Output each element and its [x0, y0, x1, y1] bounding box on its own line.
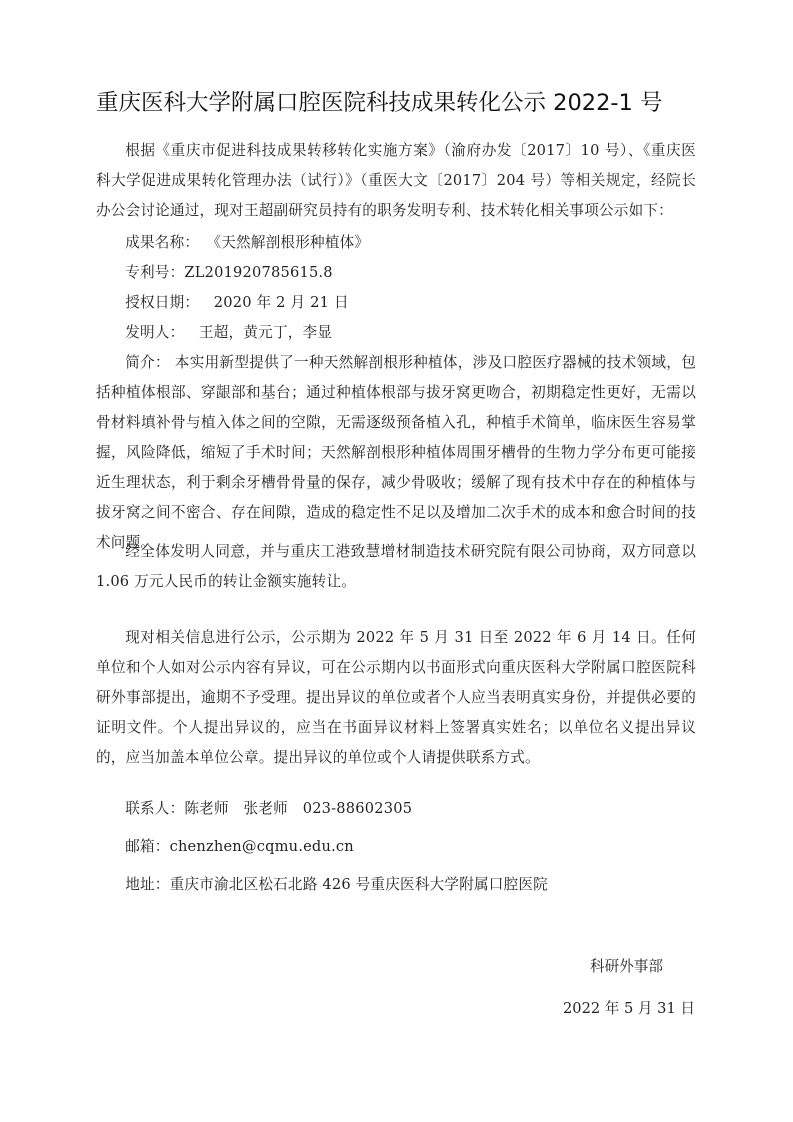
contact-email-block: [96, 832, 696, 862]
notice-block: [96, 623, 696, 773]
inventor-value: 王超，黄元丁，李显: [198, 324, 333, 341]
patent-number-value: ZL201920785615.8: [184, 264, 333, 281]
signature-date: 2022 年 5 月 31 日: [563, 1000, 695, 1017]
contact-email: 邮箱：chenzhen@cqmu.edu.cn: [125, 838, 354, 855]
contact-address: 地址：重庆市渝北区松石北路 426 号重庆医科大学附属口腔医院: [125, 876, 548, 893]
achievement-name-value: 《天然解剖根形种植体》: [213, 234, 370, 251]
agreement-paragraph: 经全体发明人同意，并与重庆工港致慧增材制造技术研究院有限公司协商，双方同意以1.06 万元人民币的转让金额实施转让。: [96, 543, 696, 590]
info-block: [96, 228, 696, 558]
achievement-name-line: [96, 228, 696, 258]
agreement-block: [96, 537, 696, 597]
intro-block: [96, 136, 696, 226]
patent-number-line: [96, 258, 696, 288]
grant-date-value: 2020 年 2 月 21 日: [213, 294, 349, 311]
grant-date-line: [96, 288, 696, 318]
notice-paragraph: 现对相关信息进行公示，公示期为 2022 年 5 月 31 日至 2022 年 6 月 14 日。任何单位和个人如对公示内容有异议，可在公示期内以书面形式向重庆医科大学附属口腔医院科研外事部提出，逾期不予受理。提出异议的单位或者个人应当表明真实身份，并提供必要的证明文件。个人提出异议的，应当在书面异议材料上签署真实姓名；以单位名义提出异议的，应当加盖本单位公章。提出异议的单位或个人请提供联系方式。: [96, 629, 696, 766]
grant-date-label: 授权日期：: [125, 294, 200, 311]
document-title: 重庆医科大学附属口腔医院科技成果转化公示 2022-1 号: [96, 90, 663, 116]
inventor-line: [96, 318, 696, 348]
inventor-label: 发明人：: [125, 324, 185, 341]
intro-paragraph: 根据《重庆市促进科技成果转移转化实施方案》（渝府办发〔2017〕10 号）、《重庆医科大学促进成果转化管理办法（试行）》（重医大文〔2017〕204 号）等相关规定，经院长办公会讨论通过，现对王超副研究员持有的职务发明专利、技术转化相关事项公示如下：: [96, 142, 696, 219]
signature-department: 科研外事部: [590, 958, 663, 975]
contact-person-block: [96, 794, 696, 824]
patent-number-label: 专利号：: [125, 264, 185, 281]
achievement-name-label: 成果名称：: [125, 234, 200, 251]
summary-paragraph: 简介： 本实用新型提供了一种天然解剖根形种植体，涉及口腔医疗器械的技术领域，包括种植体根部、穿龈部和基台；通过种植体根部与拔牙窝更吻合，初期稳定性更好，无需以骨材料填补骨与植入体之间的空隙，无需逐级预备植入孔，种植手术简单，临床医生容易掌握，风险降低，缩短了手术时间；天然解剖根形种植体周围牙槽骨的生物力学分布更可能接近生理状态，利于剩余牙槽骨骨量的保存，减少骨吸收；缓解了现有技术中存在的种植体与拔牙窝之间不密合、存在间隙，造成的稳定性不足以及增加二次手术的成本和愈合时间的技术问题。: [96, 354, 696, 551]
contact-address-block: [96, 870, 696, 900]
contact-person: 联系人：陈老师 张老师 023-88602305: [125, 800, 413, 817]
